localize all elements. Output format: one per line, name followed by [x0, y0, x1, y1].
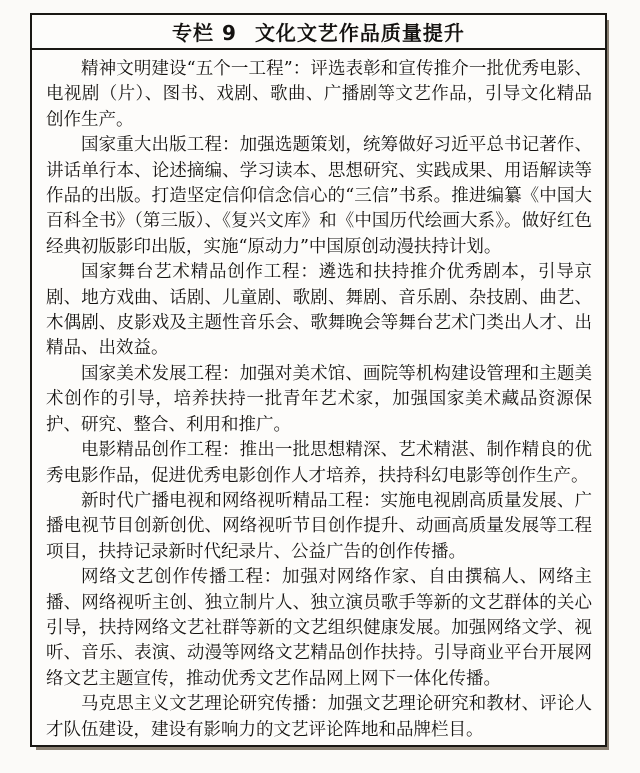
column-panel [30, 13, 607, 747]
paragraph: 马克思主义文艺理论研究传播：加强文艺理论研究和教材、评论人才队伍建设，建设有影响力的文艺评论阵地和品牌栏目。 [46, 694, 592, 740]
panel-title: 文化文艺作品质量提升 [254, 21, 465, 45]
paragraph: 国家美术发展工程：加强对美术馆、画院等机构建设管理和主题美术创作的引导，培养扶持一批青年艺术家，加强国家美术藏品资源保护、研究、整合、利用和推广。 [46, 363, 592, 435]
panel-body [32, 50, 605, 743]
paragraph: 国家重大出版工程：加强选题策划，统筹做好习近平总书记著作、讲话单行本、论述摘编、学习读本、思想研究、实践成果、用语解读等作品的出版。打造坚定信仰信念信心的“三信”书系。推进编纂《中国大百科全书》（第三版）、《复兴文库》和《中国历代绘画大系》。做好红色经典初版影印出版，实施“原动力”中国原创动漫扶持计划。 [46, 135, 592, 257]
panel-header [32, 15, 605, 50]
paragraph: 国家舞台艺术精品创作工程：遴选和扶持推介优秀剧本，引导京剧、地方戏曲、话剧、儿童剧、歌剧、舞剧、音乐剧、杂技剧、曲艺、木偶剧、皮影戏及主题性音乐会、歌舞晚会等舞台艺术门类出人才、出精品、出效益。 [46, 262, 592, 359]
paragraph: 精神文明建设“五个一工程”：评选表彰和宣传推介一批优秀电影、电视剧（片）、图书、戏剧、歌曲、广播剧等文艺作品，引导文化精品创作生产。 [46, 59, 592, 130]
paragraph: 新时代广播电视和网络视听精品工程：实施电视剧高质量发展、广播电视节目创新创优、网络视听节目创作提升、动画高质量发展等工程项目，扶持记录新时代纪录片、公益广告的创作传播。 [46, 490, 592, 562]
column-label: 专栏 9 [172, 21, 237, 45]
paragraph: 网络文艺创作传播工程：加强对网络作家、自由撰稿人、网络主播、网络视听主创、独立制片人、独立演员歌手等新的文艺群体的关心引导，扶持网络文艺社群等新的文艺组织健康发展。加强网络文学、视听、音乐、表演、动漫等网络文艺精品创作扶持。引导商业平台开展网络文艺主题宣传，推动优秀文艺作品网上网下一体化传播。 [46, 567, 592, 689]
paragraph: 电影精品创作工程：推出一批思想精深、艺术精湛、制作精良的优秀电影作品，促进优秀电影创作人才培养，扶持科幻电影等创作生产。 [46, 440, 592, 486]
